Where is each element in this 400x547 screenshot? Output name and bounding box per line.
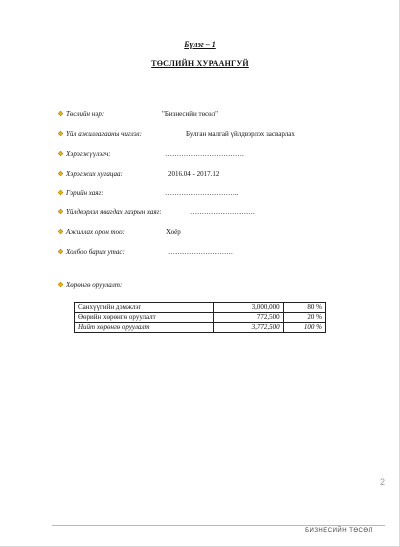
field-staff-count bbox=[66, 228, 181, 237]
cell-percent: 20 % bbox=[283, 313, 325, 323]
diamond-bullet-icon bbox=[58, 111, 63, 116]
field-value: ………………………. bbox=[190, 208, 255, 216]
field-value: Хоёр bbox=[166, 228, 181, 236]
chapter-heading: Бүлэг – 1 bbox=[184, 40, 216, 49]
cell-amount: 3,772,500 bbox=[213, 323, 283, 333]
cell-name: Өөрийн хөрөнгө оруулалт bbox=[75, 313, 214, 323]
field-label: Ажиллах орон тоо: bbox=[66, 228, 125, 236]
diamond-bullet-icon bbox=[58, 151, 63, 156]
field-value: "Бизнесийн төсөл" bbox=[162, 110, 219, 118]
field-value: ………………………….. bbox=[165, 189, 239, 197]
cell-amount: 3,000,000 bbox=[213, 303, 283, 313]
cell-name: Нийт хөрөнгө оруулалт bbox=[75, 323, 214, 333]
document-title: ТӨСЛИЙН ХУРААНГУЙ bbox=[151, 59, 249, 68]
table-row-total bbox=[75, 323, 326, 333]
cell-amount: 772,500 bbox=[213, 313, 283, 323]
field-label: Төслийн нэр: bbox=[66, 110, 105, 118]
diamond-bullet-icon bbox=[58, 282, 63, 287]
field-label: Үйлдвэрлэл явагдах газрын хаяг: bbox=[66, 208, 162, 216]
diamond-bullet-icon bbox=[58, 131, 63, 136]
field-value: ………………………. bbox=[168, 248, 233, 256]
cell-percent: 80 % bbox=[283, 303, 325, 313]
field-label: Гэрийн хаяг: bbox=[66, 189, 104, 197]
cell-name: Санхүүгийн дэмжлэг bbox=[75, 303, 214, 313]
investment-label: Хөрөнгө оруулалт: bbox=[66, 281, 123, 289]
field-label: Хэрэгжүүлэгч: bbox=[66, 150, 111, 158]
diamond-bullet-icon bbox=[58, 190, 63, 195]
investment-table bbox=[74, 302, 326, 333]
investment-heading bbox=[66, 281, 122, 289]
field-duration bbox=[66, 170, 220, 179]
footer-text: БИЗНЕСИЙН ТӨСӨЛ bbox=[305, 528, 373, 534]
field-activity bbox=[66, 130, 295, 139]
field-value: Булган малгай үйлдвэрлэх засварлах bbox=[186, 130, 295, 138]
cell-percent: 100 % bbox=[283, 323, 325, 333]
field-home-address bbox=[66, 189, 239, 198]
field-value: 2016.04 - 2017.12 bbox=[168, 170, 220, 178]
field-value: ……………………………. bbox=[165, 150, 244, 158]
diamond-bullet-icon bbox=[58, 209, 63, 214]
table-row bbox=[75, 303, 326, 313]
field-implementer bbox=[66, 150, 244, 159]
table-row bbox=[75, 313, 326, 323]
diamond-bullet-icon bbox=[58, 171, 63, 176]
field-label: Үйл ажиллагааны чиглэл: bbox=[66, 130, 142, 138]
page-number: 2 bbox=[379, 477, 385, 487]
field-label: Хэрэгжих хугацаа: bbox=[66, 170, 123, 178]
field-project-name bbox=[66, 110, 219, 119]
diamond-bullet-icon bbox=[58, 229, 63, 234]
field-label: Холбоо барих утас: bbox=[66, 248, 125, 256]
diamond-bullet-icon bbox=[58, 249, 63, 254]
footer-divider bbox=[52, 525, 385, 526]
field-production-address bbox=[66, 208, 255, 217]
field-contact-phone bbox=[66, 248, 233, 257]
